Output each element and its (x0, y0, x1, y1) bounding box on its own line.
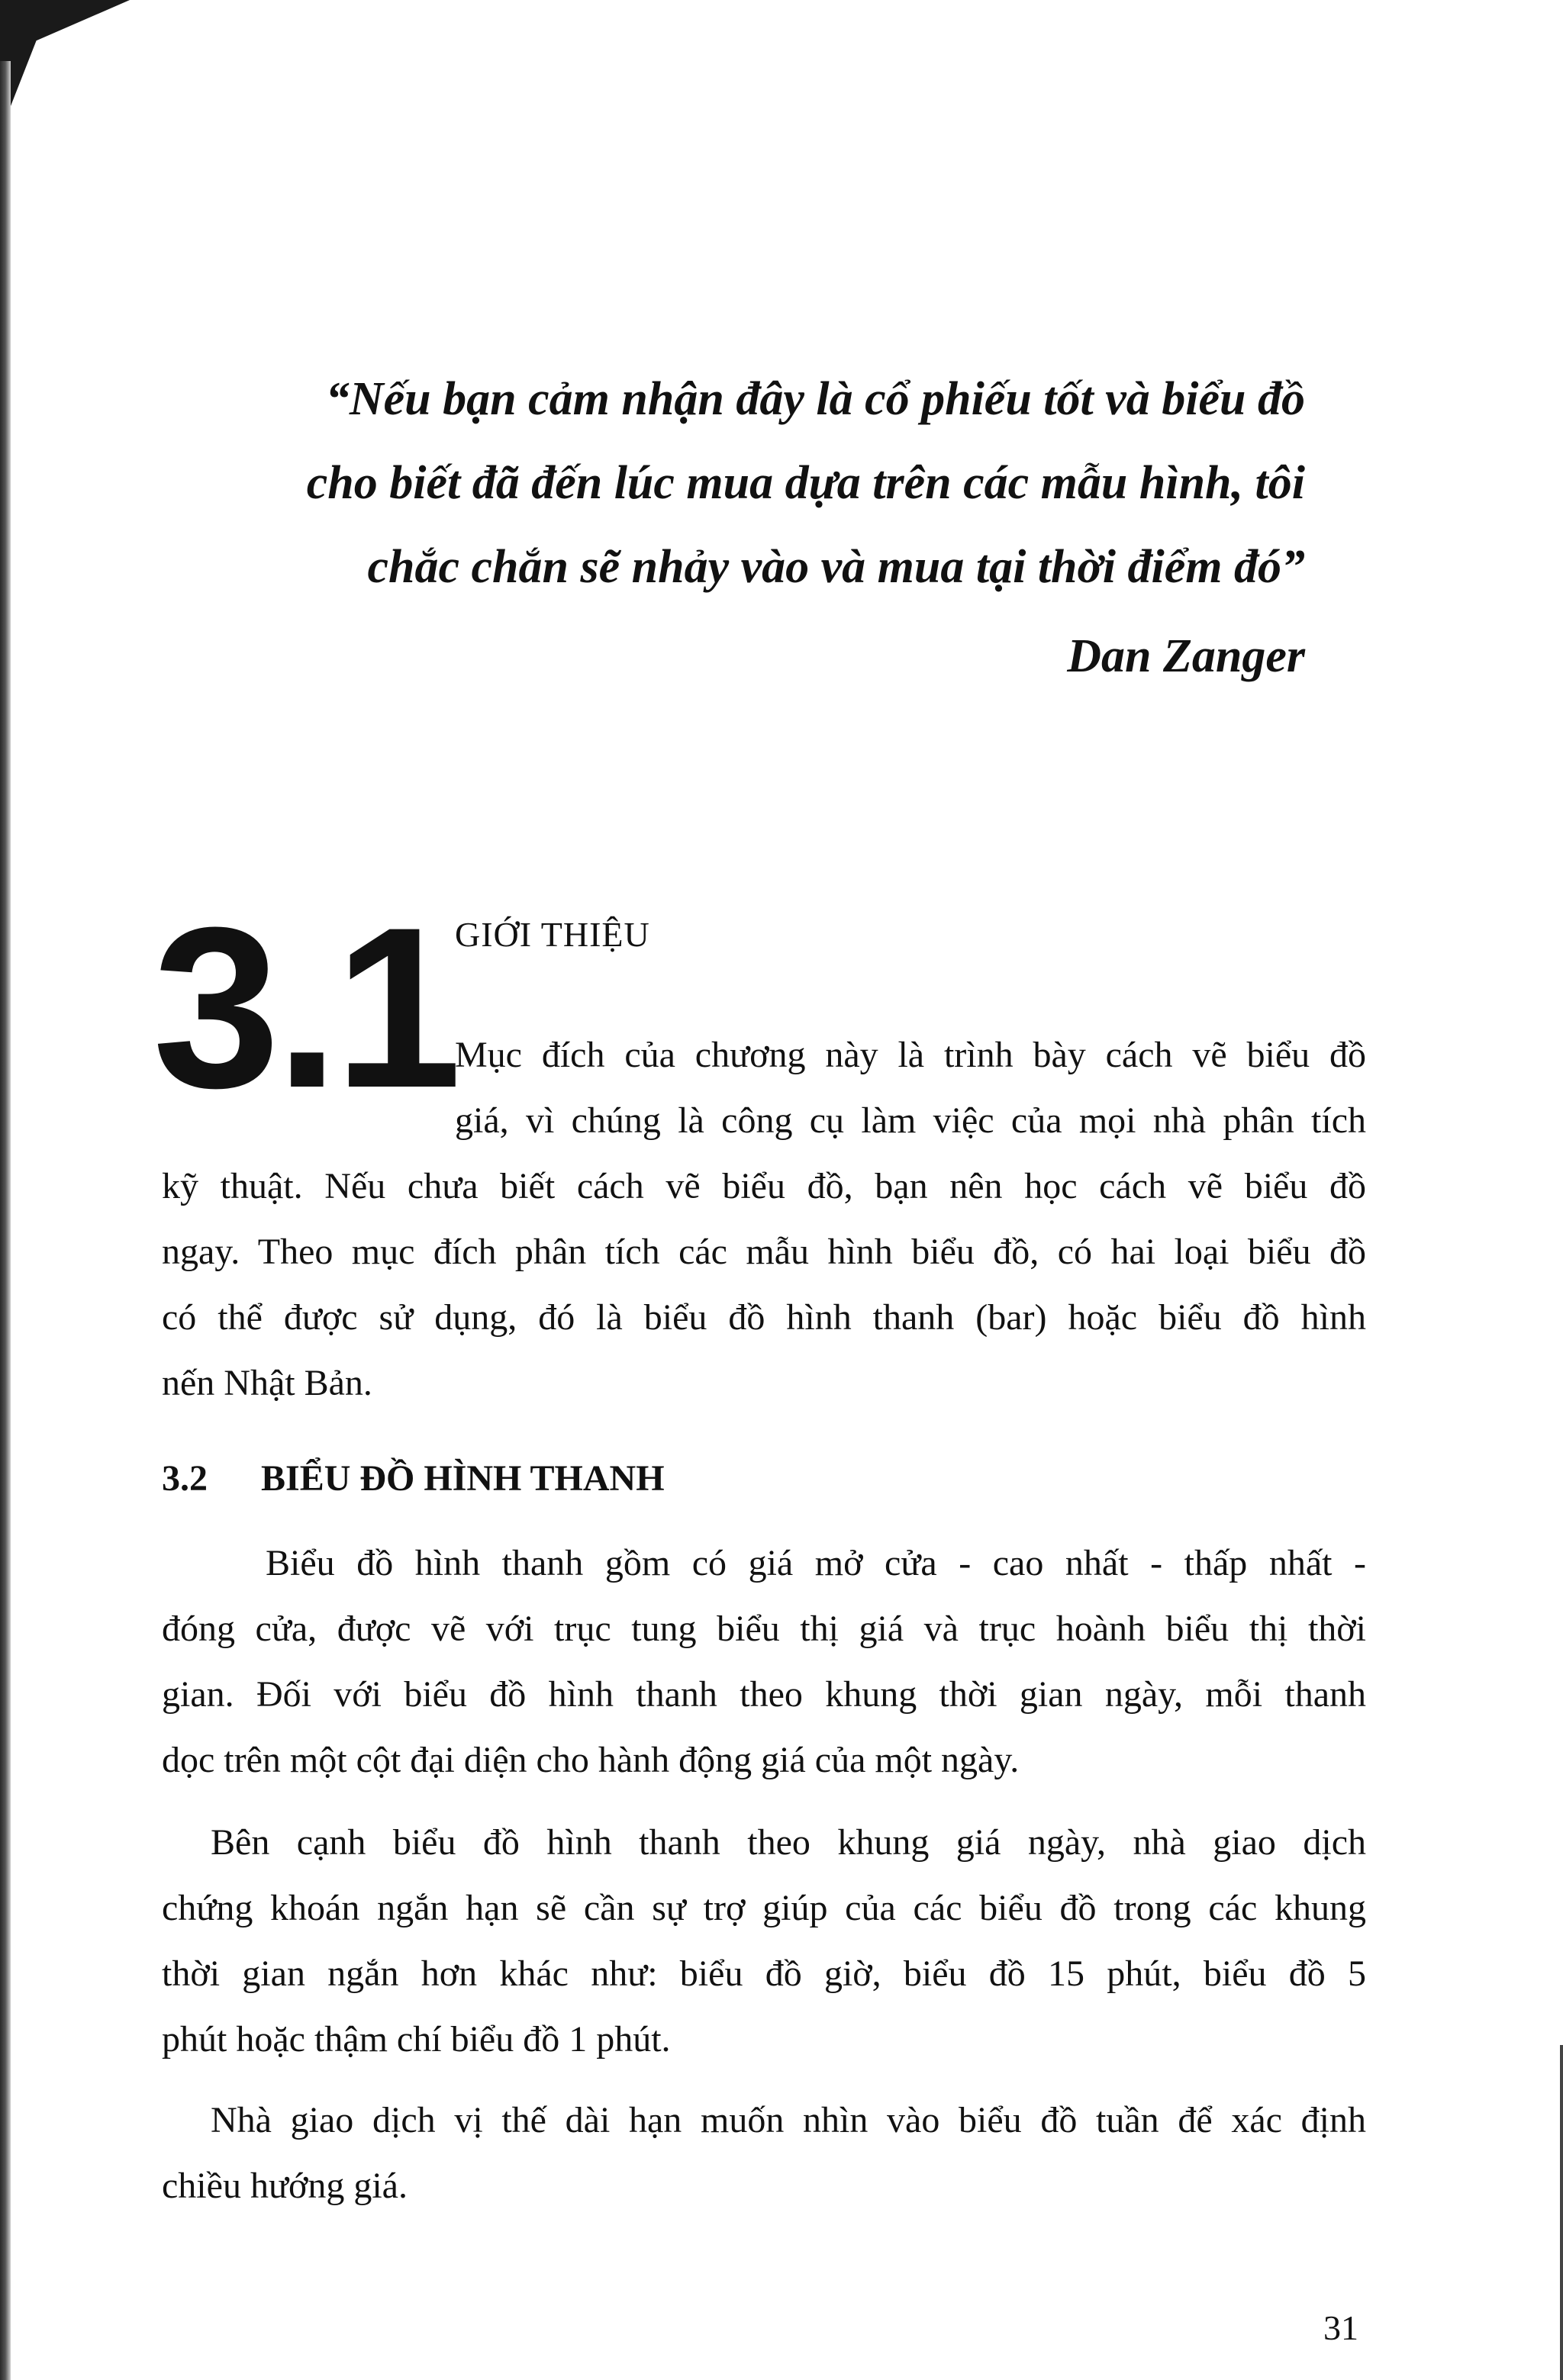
quote-line: “Nếu bạn cảm nhận đây là cổ phiếu tốt và biểu đồ (325, 373, 1305, 425)
text-line: nến Nhật Bản. (162, 1363, 372, 1403)
body-paragraph (162, 2088, 1366, 2219)
text-line: giá, vì chúng là công cụ làm việc của mọi nhà phân tích (455, 1100, 1366, 1141)
text-line: chiều hướng giá. (162, 2166, 408, 2206)
text-line: thời gian ngắn hơn khác như: biểu đồ giờ, biểu đồ 15 phút, biểu đồ 5 (162, 1953, 1366, 1994)
epigraph-quote (153, 357, 1305, 609)
text-line: Mục đích của chương này là trình bày cách vẽ biểu đồ (455, 1035, 1366, 1075)
scan-corner-shadow (0, 0, 130, 107)
chapter-number: 3.1 (153, 879, 458, 1135)
quote-line: chắc chắn sẽ nhảy vào và mua tại thời điểm đó” (367, 541, 1305, 593)
body-paragraph (162, 1810, 1366, 2072)
section-heading (162, 1448, 665, 1509)
body-paragraph (162, 1531, 1366, 1793)
scan-right-edge (1560, 2045, 1563, 2380)
text-line: chứng khoán ngắn hạn sẽ cần sự trợ giúp của các biểu đồ trong các khung (162, 1888, 1366, 1928)
text-line: Bên cạnh biểu đồ hình thanh theo khung giá ngày, nhà giao dịch (211, 1822, 1366, 1863)
text-line: gian. Đối với biểu đồ hình thanh theo khung thời gian ngày, mỗi thanh (162, 1674, 1366, 1715)
intro-paragraph (162, 1154, 1366, 1416)
text-line: dọc trên một cột đại diện cho hành động giá của một ngày. (162, 1740, 1020, 1780)
section-number: 3.2 (162, 1458, 208, 1499)
text-line: có thể được sử dụng, đó là biểu đồ hình thanh (bar) hoặc biểu đồ hình (162, 1297, 1366, 1338)
section-heading-title: BIỂU ĐỒ HÌNH THANH (261, 1458, 665, 1499)
quote-line: cho biết đã đến lúc mua dựa trên các mẫu hình, tôi (306, 457, 1305, 509)
page-number: 31 (1323, 2308, 1358, 2347)
text-line: phút hoặc thậm chí biểu đồ 1 phút. (162, 2019, 671, 2060)
text-line: ngay. Theo mục đích phân tích các mẫu hình biểu đồ, có hai loại biểu đồ (162, 1232, 1366, 1272)
scan-left-edge (0, 61, 11, 2380)
section-title: GIỚI THIỆU (455, 915, 650, 954)
text-line: Nhà giao dịch vị thế dài hạn muốn nhìn vào biểu đồ tuần để xác định (211, 2100, 1366, 2140)
text-line: đóng cửa, được vẽ với trục tung biểu thị giá và trục hoành biểu thị thời (162, 1609, 1366, 1649)
text-line: kỹ thuật. Nếu chưa biết cách vẽ biểu đồ, bạn nên học cách vẽ biểu đồ (162, 1166, 1366, 1206)
quote-author: Dan Zanger (1067, 630, 1305, 682)
intro-paragraph-wrapped (455, 1023, 1366, 1154)
text-line: Biểu đồ hình thanh gồm có giá mở cửa - cao nhất - thấp nhất - (266, 1543, 1366, 1583)
